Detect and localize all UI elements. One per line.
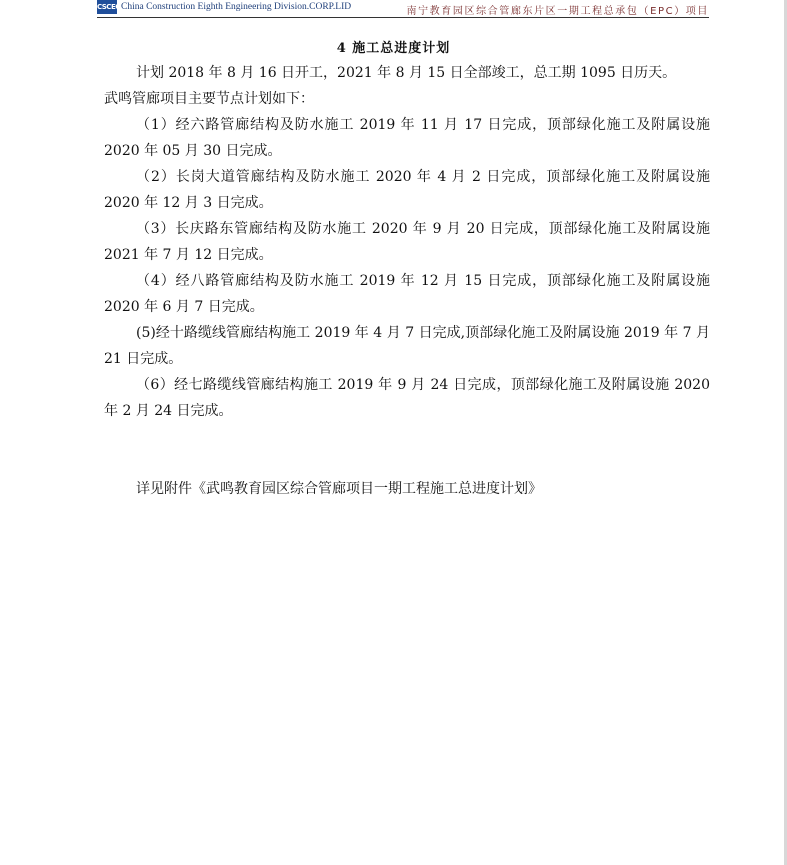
company-logo: CSCEC — [97, 0, 117, 14]
milestone-item-1: （1）经六路管廊结构及防水施工 2019 年 11 月 17 日完成，顶部绿化施工及附属设施 2020 年 05 月 30 日完成。 — [104, 117, 710, 159]
milestone-item-4: （4）经八路管廊结构及防水施工 2019 年 12 月 15 日完成，顶部绿化施工及附属设施 2020 年 6 月 7 日完成。 — [104, 273, 710, 315]
milestone-item-2: （2）长岗大道管廊结构及防水施工 2020 年 4 月 2 日完成，顶部绿化施工及附属设施 2020 年 12 月 3 日完成。 — [104, 169, 710, 211]
milestone-item-3: （3）长庆路东管廊结构及防水施工 2020 年 9 月 20 日完成，顶部绿化施工及附属设施 2021 年 7 月 12 日完成。 — [104, 221, 710, 263]
project-name: 南宁教育园区综合管廊东片区一期工程总承包（EPC）项目 — [406, 6, 709, 17]
section-title: 4 施工总进度计划 — [336, 41, 451, 56]
schedule-intro: 计划 2018 年 8 月 16 日开工，2021 年 8 月 15 日全部竣工，总工期 1095 日历天。 — [136, 65, 677, 81]
schedule-lead: 武鸣管廊项目主要节点计划如下： — [104, 91, 314, 107]
milestone-item-5: (5)经十路缆线管廊结构施工 2019 年 4 月 7 日完成,顶部绿化施工及附属设施 2019 年 7 月 21 日完成。 — [104, 325, 710, 367]
attachment-reference: 详见附件《武鸣教育园区综合管廊项目一期工程施工总进度计划》 — [136, 481, 542, 497]
company-name: China Construction Eighth Engineering Division.CORP.LID — [121, 2, 352, 12]
schedule-body — [104, 60, 710, 424]
milestone-item-6: （6）经七路缆线管廊结构施工 2019 年 9 月 24 日完成，顶部绿化施工及附属设施 2020 年 2 月 24 日完成。 — [104, 377, 710, 419]
page-header — [97, 0, 709, 18]
